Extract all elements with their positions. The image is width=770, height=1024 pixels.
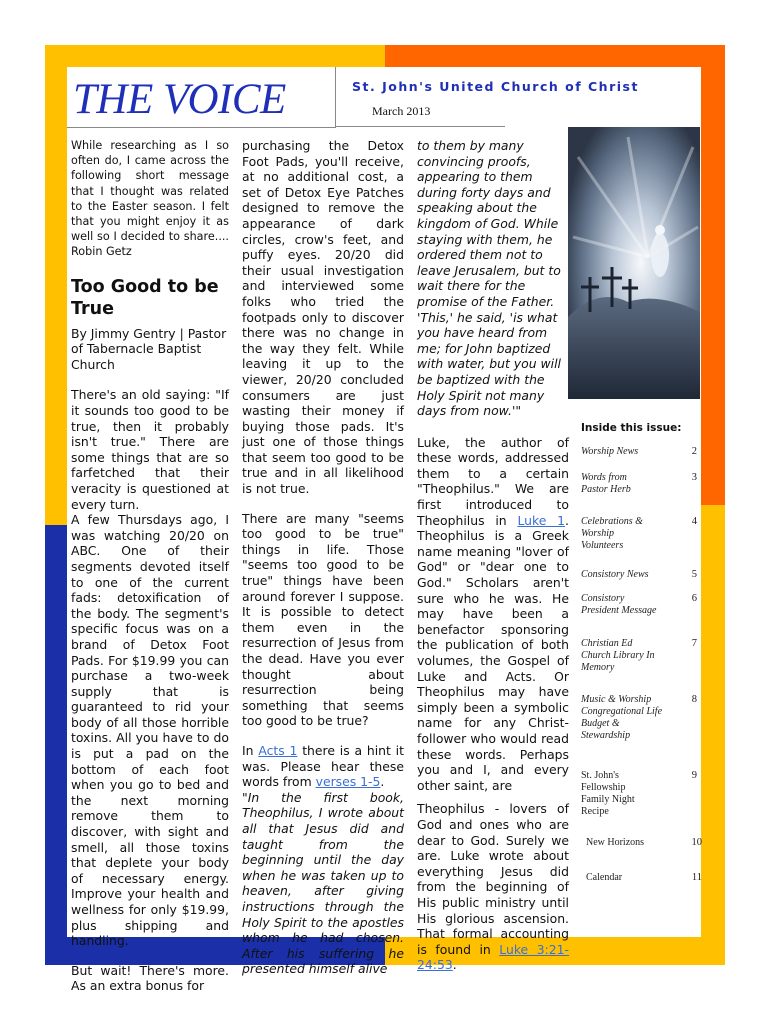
- col1-paragraph-2: A few Thursdays ago, I was watching 20/20 on ABC. One of their segments devoted itself to one of the current fads: detoxification of the body. The segment's specific focus was on a brand of Detox Foot Pads. For $19.99 you can purchase a two-week supply that is guaranteed to rid your body of all those horrible toxins. All you have to do is put a pad on the bottom of each foot when you go to bed and the next morning remove them to discover, with sight and smell, all those toxins that deplete your body of necessary energy. Improve your health and wellness for only $19.99, plus shipping and handling.: [71, 512, 229, 949]
- toc-item-page: 2: [691, 446, 697, 457]
- toc-item-page: 3: [691, 472, 697, 483]
- col3-paragraph-2: [417, 801, 569, 973]
- toc-item[interactable]: [581, 638, 711, 674]
- acts-mid-text: there is a hint it was. Please hear these words from: [242, 742, 404, 790]
- article-byline: By Jimmy Gentry | Pastor of Tabernacle Baptist Church: [71, 325, 227, 372]
- ascension-image: [568, 127, 700, 399]
- toc-item[interactable]: [581, 593, 711, 617]
- toc-item-title: New Horizons: [586, 837, 645, 848]
- col3-paragraph-1: [417, 435, 569, 794]
- toc-item-page: 9: [691, 770, 697, 781]
- frame-blue-left: [45, 525, 67, 965]
- acts-1-link[interactable]: Acts 1: [258, 742, 298, 758]
- column-3: [417, 138, 569, 973]
- toc-box: [578, 420, 702, 900]
- toc-item-title: Calendar: [586, 872, 623, 883]
- toc-item-page: 5: [691, 569, 697, 580]
- toc-item[interactable]: [586, 837, 711, 849]
- toc-item-page: 4: [691, 516, 697, 527]
- frame-orange-top-right: [385, 45, 725, 67]
- header-rule: [335, 126, 505, 127]
- toc-item[interactable]: [581, 446, 711, 458]
- issue-date: March 2013: [372, 104, 431, 118]
- col2-paragraph-1: purchasing the Detox Foot Pads, you'll receive, at no additional cost, a set of Detox Eye Patches designed to remove the appearance of dark circles, crow's feet, and puffy eyes. 20/20 did their usual investigation and interviewed some folks who tried the footpads only to discover there was no change in the way they felt. While leaving it up to the viewer, 20/20 concluded consumers are just wasting their money if buying those pads. It's just one of those things that seem too good to be true and in all likelihood is not true.: [242, 138, 404, 497]
- toc-item[interactable]: [581, 569, 711, 581]
- luke-1-link[interactable]: Luke 1: [517, 512, 566, 528]
- theophilus-text-2: . Theophilus is a Greek name meaning "lover of God" or "dear one to God." Scholars aren't sure who he was. He may have been a benefactor sponsoring the publication of both volumes, the Gospel of Luke and Acts. Or Theophilus may have simply been a symbolic name for any Christ-follower who would read these words. Perhaps you and I, and every other saint, are: [417, 512, 569, 793]
- toc-item-title: Words from Pastor Herb: [581, 472, 631, 495]
- newsletter-title: THE VOICE: [73, 76, 286, 123]
- col1-paragraph-1: There's an old saying: "If it sounds too good to be true, then it probably isn't true." There are some things that are so farfetched that their veracity is questioned at every turn.: [71, 387, 229, 512]
- church-name: St. John's United Church of Christ: [352, 79, 639, 94]
- frame-orange-right: [701, 45, 725, 505]
- toc-item-page: 8: [691, 694, 697, 705]
- toc-item-page: 6: [691, 593, 697, 604]
- toc-item-page: 10: [691, 837, 702, 848]
- lovers-end: .: [452, 957, 457, 973]
- intro-note: While researching as I so often do, I came across the following short message that I thought was related to the Easter season. I felt that you might enjoy it as well so I decided to share.... Robin Getz: [71, 139, 229, 259]
- acts-end-text: .: [380, 774, 385, 790]
- toc-item-title: Worship News: [581, 446, 639, 457]
- acts-intro-text: In: [242, 742, 259, 758]
- frame-yellow-left: [45, 45, 67, 525]
- toc-item[interactable]: [581, 516, 711, 552]
- luke-3-link[interactable]: Luke 3:21-24:53: [417, 941, 569, 973]
- acts-quote: "In the first book, Theophilus, I wrote about all that Jesus did and taught from the beginning until the day when he was taken up to heaven, after giving instructions through the Holy Spirit to the apostles whom he had chosen. After his suffering he presented himself alive: [242, 789, 404, 977]
- toc-heading: Inside this issue:: [581, 422, 682, 434]
- column-2: [242, 138, 404, 977]
- theophilus-text: Luke, the author of these words, addressed them to a certain "Theophilus." We are first introduced to Theophilus in: [417, 434, 569, 528]
- toc-item-page: 7: [691, 638, 697, 649]
- toc-item-title: Christian Ed Church Library In Memory: [581, 638, 655, 673]
- toc-item-page: 11: [691, 872, 702, 883]
- toc-item[interactable]: [581, 472, 711, 496]
- col2-paragraph-3: [242, 743, 404, 790]
- toc-item-title: Music & Worship Congregational Life Budget & Stewardship: [581, 694, 663, 741]
- toc-item-title: St. John's Fellowship Family Night Recipe: [581, 770, 635, 817]
- article-title: Too Good to be True: [71, 276, 219, 319]
- toc-item-title: Consistory News: [581, 569, 649, 580]
- toc-item[interactable]: [581, 694, 711, 742]
- acts-quote-continued: to them by many convincing proofs, appearing to them during forty days and speaking about the kingdom of God. While staying with them, he ordered them not to leave Jerusalem, but to wait there for the promise of the Father. 'This,' he said, 'is what you have heard from me; for John baptized with water, but you will be baptized with the Holy Spirit not many days from now.'": [417, 138, 561, 419]
- toc-item-title: Celebrations & Worship Volunteers: [581, 516, 643, 551]
- toc-item-title: Consistory President Message: [581, 593, 657, 616]
- col2-paragraph-2: There are many "seems too good to be true" things in life. Those "seems too good to be true" things have been around forever I suppose. It is possible to detect them even in the resurrection of Jesus from the dead. Have you ever thought about resurrection being something that seems too good to be true?: [242, 510, 404, 729]
- ascension-illustration: [568, 127, 700, 399]
- column-1: [71, 138, 229, 994]
- frame-yellow-top-left: [45, 45, 390, 67]
- toc-item[interactable]: [586, 872, 711, 884]
- col1-paragraph-3: But wait! There's more. As an extra bonus for: [71, 962, 229, 994]
- verses-link[interactable]: verses 1-5: [315, 774, 381, 790]
- lovers-text: Theophilus - lovers of God and ones who are dear to God. Surely we are. Luke wrote about everything Jesus did from the beginning of His public ministry until His glorious ascension. That formal accounting is found in: [417, 801, 569, 957]
- toc-item[interactable]: [581, 770, 711, 818]
